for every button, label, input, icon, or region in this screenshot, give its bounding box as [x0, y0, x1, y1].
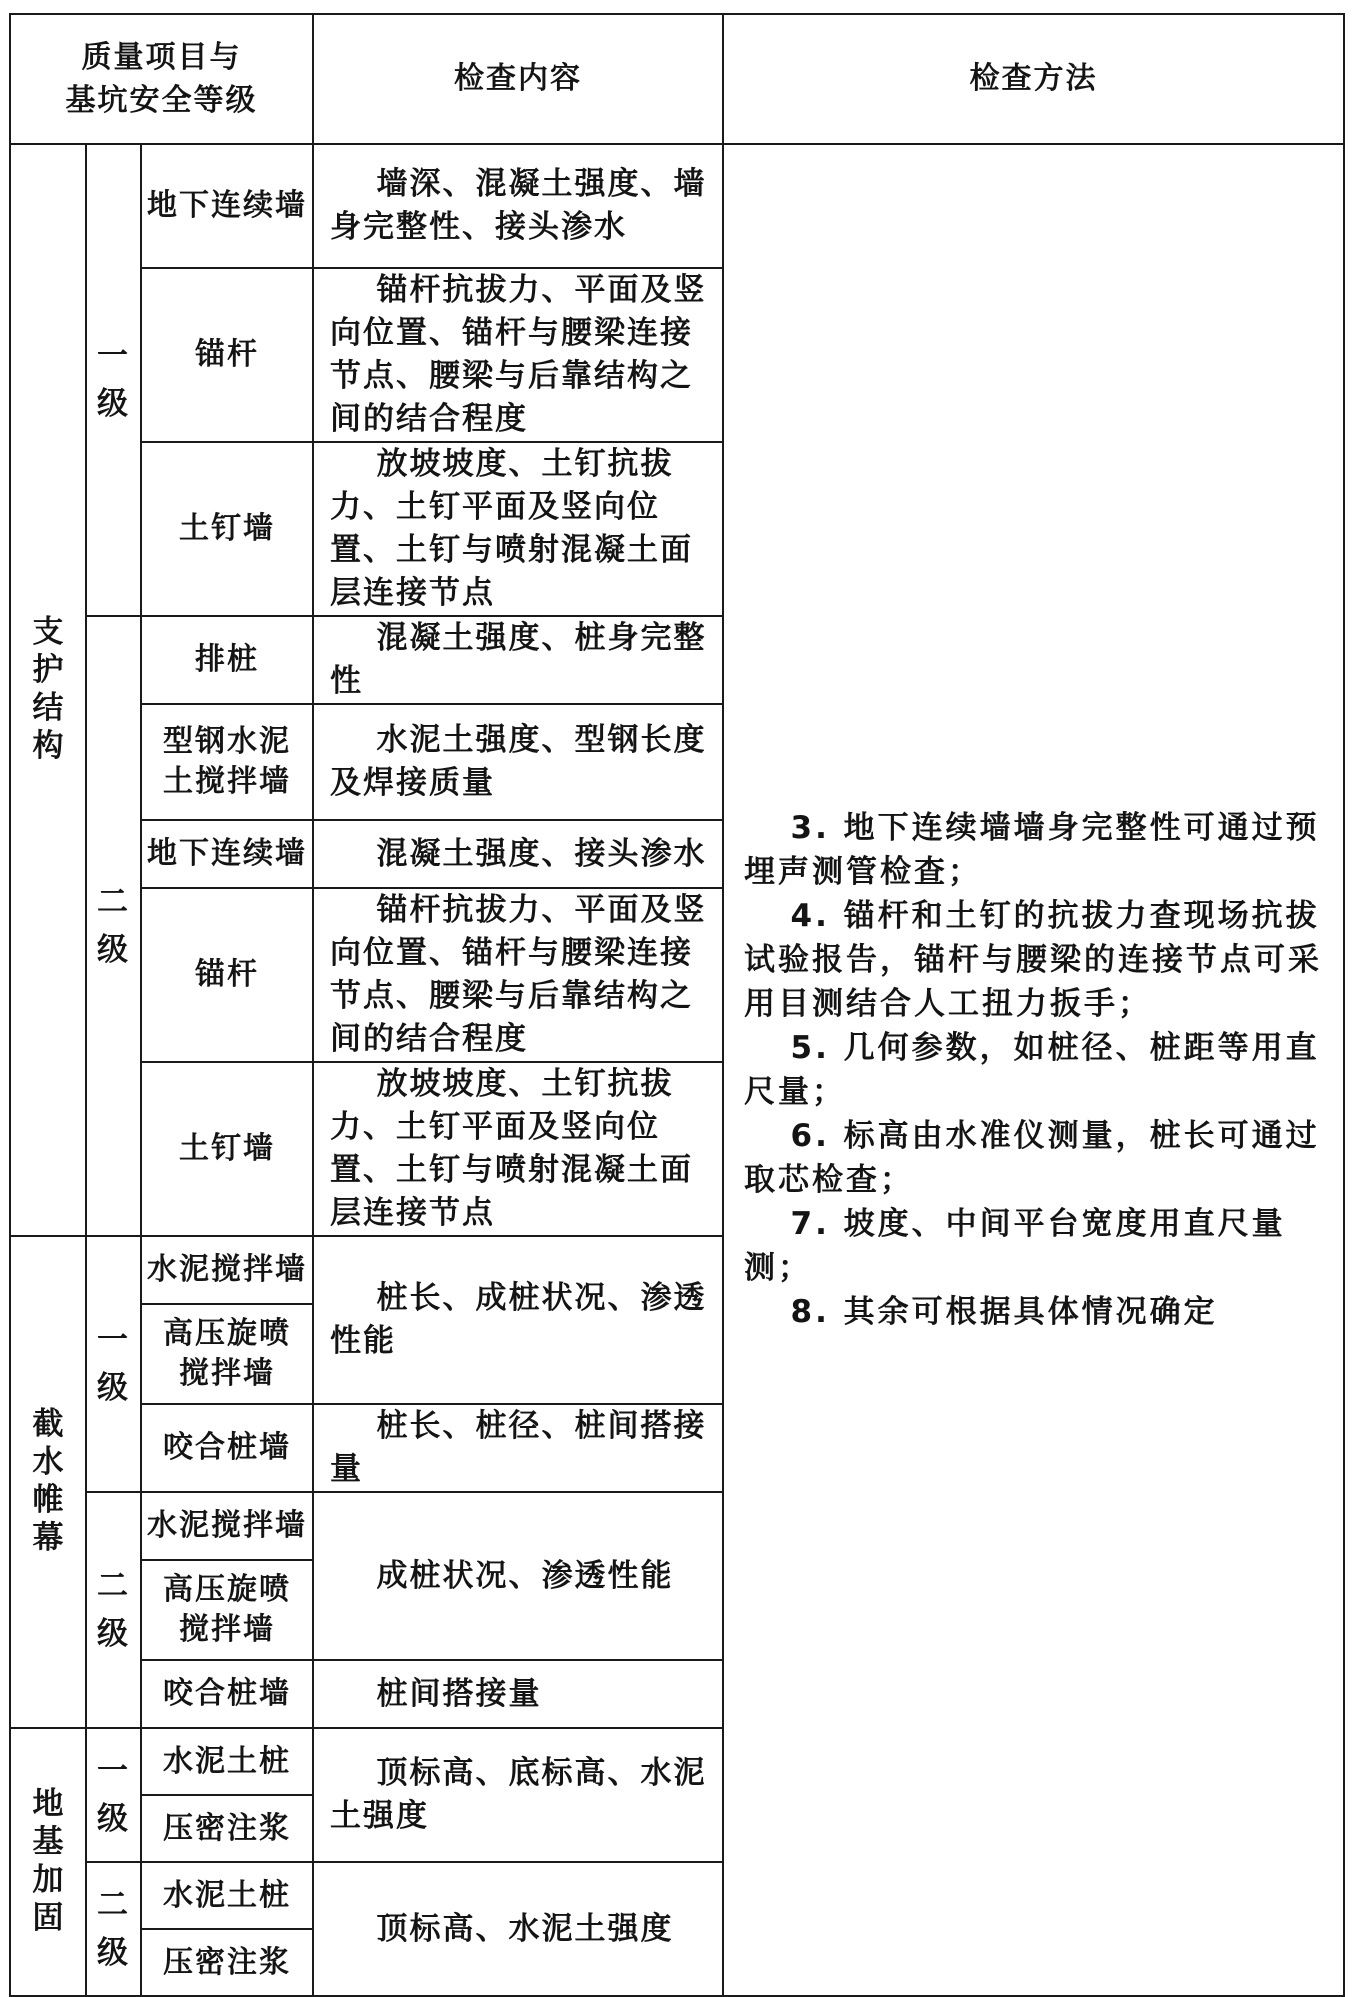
content-soil-nail-wall: 放坡坡度、土钉抗拔力、土钉平面及竖向位置、土钉与喷射混凝土面层连接节点: [313, 1062, 723, 1236]
table-row: [10, 144, 1344, 268]
item-jet-line1: 高压旋喷: [163, 1316, 292, 1351]
level-label: 二级: [97, 884, 130, 968]
level-label: 一级: [97, 1753, 130, 1837]
item-diaphragm-wall: 地下连续墙: [141, 144, 313, 268]
item-soil-nail-wall: 土钉墙: [141, 442, 313, 616]
content-secant-pile-wall: 桩间搭接量: [313, 1660, 723, 1728]
method-item: 5. 几何参数，如桩径、桩距等用直尺量；: [744, 1030, 1320, 1110]
header-row: [10, 14, 1344, 144]
category-foundation-label: 地基加固: [32, 1785, 64, 1936]
inspection-table: [9, 13, 1345, 1997]
item-soil-cement-pile: 水泥土桩: [141, 1862, 313, 1929]
category-support-structure: [10, 144, 86, 1236]
content-secant-pile-wall: 桩长、桩径、桩间搭接量: [313, 1404, 723, 1492]
category-support-label: 支护结构: [32, 613, 64, 764]
item-smw-line1: 型钢水泥: [163, 724, 292, 759]
inspection-method-cell: [723, 144, 1344, 1996]
item-row-piles: 排桩: [141, 616, 313, 704]
method-item: 8. 其余可根据具体情况确定: [790, 1294, 1218, 1330]
content-foundation-second: 顶标高、水泥土强度: [313, 1862, 723, 1996]
content-cutoff-second: 成桩状况、渗透性能: [313, 1492, 723, 1660]
item-jet-grouting-wall: [141, 1560, 313, 1660]
level-cutoff-second: [86, 1492, 141, 1728]
level-label: 一级: [97, 1322, 130, 1406]
category-cutoff-label: 截水帷幕: [32, 1405, 64, 1556]
method-item: 4. 锚杆和土钉的抗拔力查现场抗拔试验报告，锚杆与腰梁的连接节点可采用目测结合人工扭力扳手；: [744, 898, 1323, 1022]
content-row-piles: 混凝土强度、桩身完整性: [313, 616, 723, 704]
item-cement-mixing-wall: 水泥搅拌墙: [141, 1236, 313, 1304]
content-anchor: 锚杆抗拔力、平面及竖向位置、锚杆与腰梁连接节点、腰梁与后靠结构之间的结合程度: [313, 268, 723, 442]
item-compaction-grouting: 压密注浆: [141, 1929, 313, 1996]
item-secant-pile-wall: 咬合桩墙: [141, 1660, 313, 1728]
category-foundation-reinforcement: [10, 1728, 86, 1996]
item-soil-cement-pile: 水泥土桩: [141, 1728, 313, 1795]
header-inspection-method: 检查方法: [723, 14, 1344, 144]
level-foundation-first: [86, 1728, 141, 1862]
item-smw-wall: [141, 704, 313, 820]
level-foundation-second: [86, 1862, 141, 1996]
item-cement-mixing-wall: 水泥搅拌墙: [141, 1492, 313, 1560]
item-jet-line2: 搅拌墙: [179, 1356, 276, 1391]
item-anchor: 锚杆: [141, 888, 313, 1062]
item-diaphragm-wall: 地下连续墙: [141, 820, 313, 888]
item-jet-line1: 高压旋喷: [163, 1572, 292, 1607]
item-smw-line2: 土搅拌墙: [163, 764, 292, 799]
level-label: 二级: [97, 1887, 130, 1971]
header-quality-item-line2: 基坑安全等级: [65, 83, 258, 118]
level-label: 二级: [97, 1568, 130, 1652]
level-label: 一级: [97, 338, 130, 422]
item-soil-nail-wall: 土钉墙: [141, 1062, 313, 1236]
header-quality-item-line1: 质量项目与: [81, 40, 242, 75]
item-jet-line2: 搅拌墙: [179, 1612, 276, 1647]
item-anchor: 锚杆: [141, 268, 313, 442]
item-jet-grouting-wall: [141, 1304, 313, 1404]
content-foundation-first: 顶标高、底标高、水泥土强度: [313, 1728, 723, 1862]
content-diaphragm-wall: 墙深、混凝土强度、墙身完整性、接头渗水: [313, 144, 723, 268]
item-compaction-grouting: 压密注浆: [141, 1795, 313, 1862]
content-soil-nail-wall: 放坡坡度、土钉抗拔力、土钉平面及竖向位置、土钉与喷射混凝土面层连接节点: [313, 442, 723, 616]
header-inspection-content: 检查内容: [313, 14, 723, 144]
content-diaphragm-wall: 混凝土强度、接头渗水: [313, 820, 723, 888]
method-item: 7. 坡度、中间平台宽度用直尺量测；: [744, 1206, 1286, 1286]
level-cutoff-first: [86, 1236, 141, 1492]
level-support-second: [86, 616, 141, 1236]
method-item: 6. 标高由水准仪测量，桩长可通过取芯检查；: [744, 1118, 1320, 1198]
item-secant-pile-wall: 咬合桩墙: [141, 1404, 313, 1492]
content-smw-wall: 水泥土强度、型钢长度及焊接质量: [313, 704, 723, 820]
level-support-first: [86, 144, 141, 616]
content-anchor: 锚杆抗拔力、平面及竖向位置、锚杆与腰梁连接节点、腰梁与后靠结构之间的结合程度: [313, 888, 723, 1062]
method-item: 3. 地下连续墙墙身完整性可通过预埋声测管检查；: [744, 810, 1320, 890]
content-cutoff-first: 桩长、成桩状况、渗透性能: [313, 1236, 723, 1404]
header-quality-item: [10, 14, 313, 144]
category-cutoff-curtain: [10, 1236, 86, 1728]
